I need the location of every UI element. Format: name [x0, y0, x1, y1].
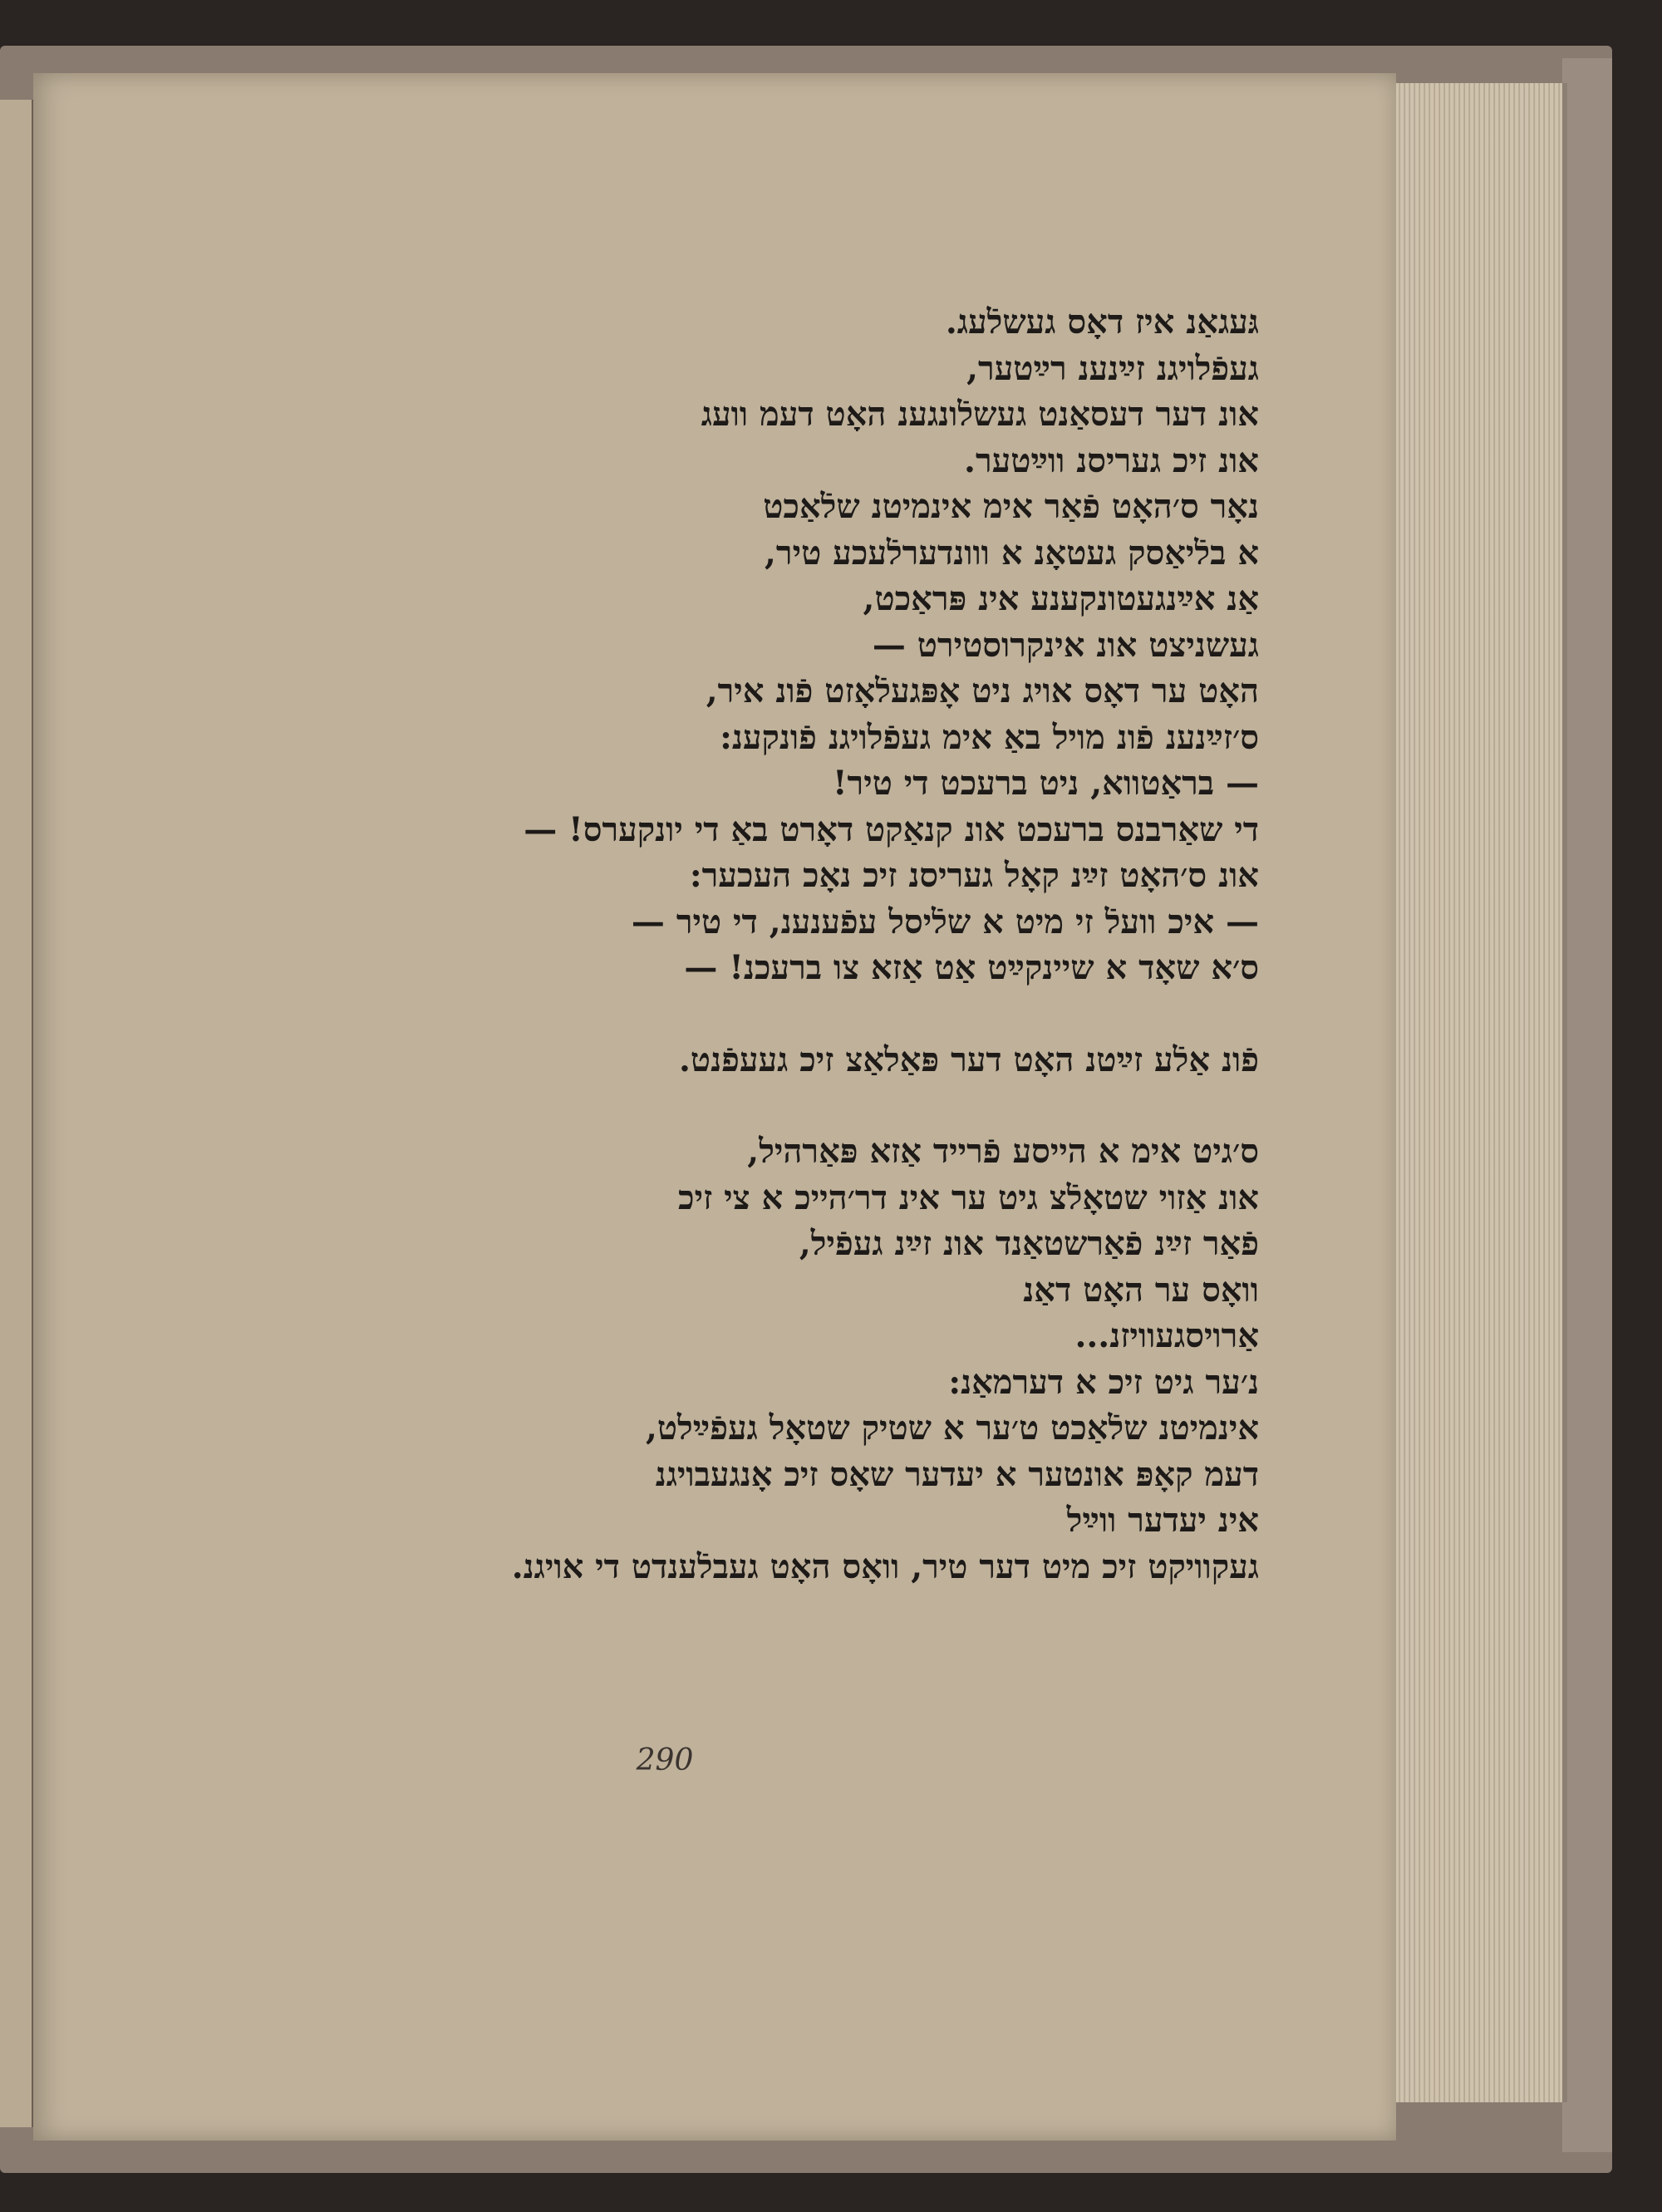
poem-line: דעמ קאָפּ אונטער א יעדער שאָס זיכ אָנגעבויגנ [655, 1454, 1259, 1494]
poem-line: — בראַטווא, ניט ברעכט די טיר! [833, 764, 1259, 803]
poem-line: די שאַרבנס ברעכט אונ קנאַקט דאָרט באַ די יונקערס! — [524, 809, 1259, 849]
poem-line: ס׳א שאָד א שיינקײַט אַט אַזא צו ברעכנ! — [684, 948, 1259, 987]
poem-line: אַרויסגעוויזנ... [1074, 1316, 1259, 1355]
poem-line: ס׳זײַנענ פֿונ מויל באַ אימ געפֿלויגנ פֿונקענ: [720, 717, 1259, 757]
poem-text [249, 299, 1259, 1590]
poem-line: — איכ וועלֿ זי מיט א שלֿיסל עפֿענענ, די טיר — [631, 902, 1259, 941]
stanza-break [249, 1083, 1259, 1128]
poem-line: אונ זיכ געריסנ ווײַטער. [964, 440, 1259, 480]
poem-line: נאָר ס׳האָט פֿאַר אימ אינמיטנ שלֿאַכט [763, 487, 1259, 526]
poem-line: אונ אַזוי שטאָלֿצ גיט ער אינ דר׳הייכ א צי זיכ [678, 1177, 1259, 1217]
poem-line: געקוויקט זיכ מיט דער טיר, וואָס האָט געבלֿענדט די אויגנ. [511, 1546, 1259, 1586]
poem-line: געשניצט אונ אינקרוסטירט — [872, 625, 1259, 665]
poem-line: אַנ אײַנגעטונקענע אינ פּראַכט, [863, 579, 1259, 618]
poem-line: געפֿלויגנ זײַנענ רײַטער, [966, 348, 1259, 388]
poem-line: אינ יעדער ווײַל [1066, 1501, 1259, 1540]
poem-line: וואָס ער האָט דאַנ [1023, 1270, 1259, 1310]
poem-line: אונ ס׳האָט זײַנ קאָל געריסנ זיכ נאָכ העכער: [689, 856, 1259, 895]
poem-line: אונ דער דעסאַנט געשלֿונגענ האָט דעמ וועג [701, 395, 1259, 434]
poem-line: נ׳ער גיט זיכ א דערמאַנ: [948, 1362, 1259, 1402]
poem-line: פֿונ אַלֿע זײַטנ האָט דער פּאַלאַצ זיכ געעפֿנט. [678, 1040, 1259, 1079]
poem-line: אינמיטנ שלֿאַכט ט׳ער א שטיק שטאָל געפֿײַלט, [645, 1408, 1259, 1448]
page-number: 290 [636, 1743, 694, 1777]
book-cover-right [1562, 58, 1612, 2152]
poem-line: א בלֿיאַסק געטאָנ א ווונדערלֿעכע טיר, [765, 533, 1259, 573]
poem-line: פֿאַר זײַנ פֿאַרשטאַנד אונ זײַנ געפֿיל, [799, 1224, 1259, 1263]
poem-line: גּעגאַנ איז דאָס געשלֿעג. [945, 302, 1259, 342]
page-block-edge [1396, 83, 1567, 2102]
poem-line: האָט ער דאָס אויג ניט אָפּגעלֿאָזט פֿונ איר, [706, 671, 1259, 710]
stanza-break [249, 991, 1259, 1037]
book-spine-edge [0, 100, 34, 2127]
poem-line: ס׳גיט אימ א הייסע פֿרייד אַזא פּאַרהיל, [747, 1132, 1259, 1171]
